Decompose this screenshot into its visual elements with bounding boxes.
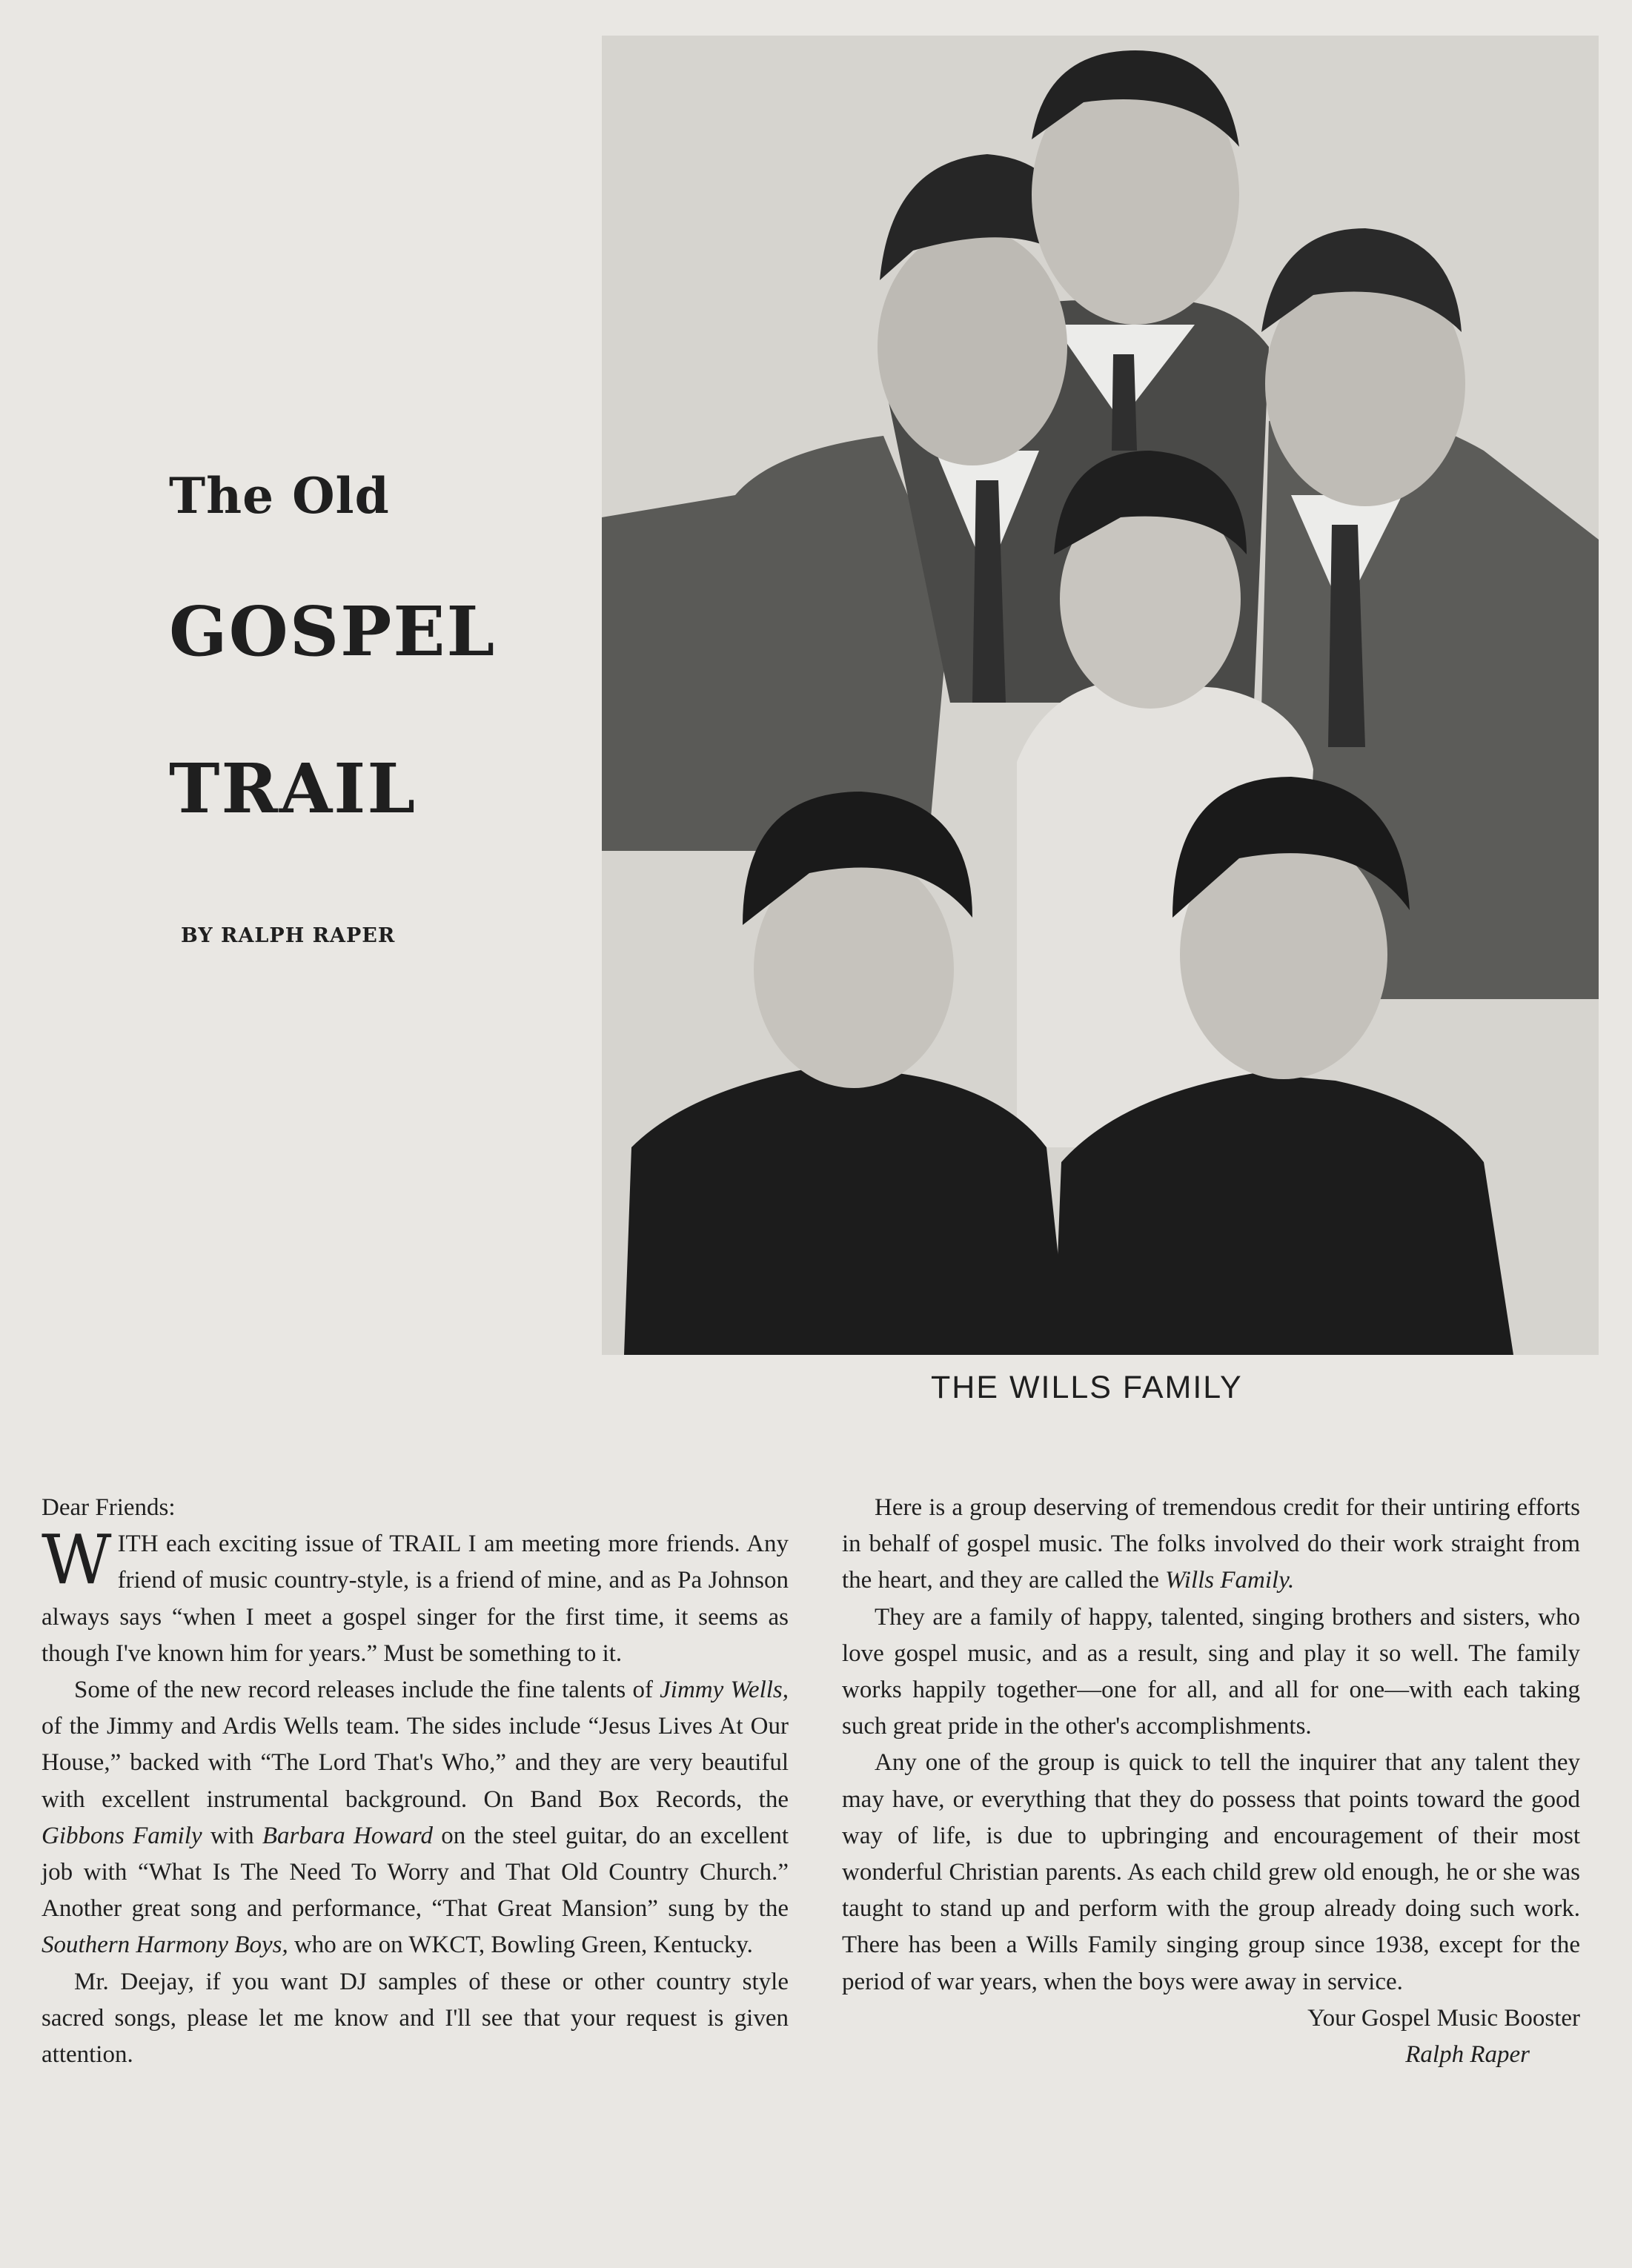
paragraph bbox=[42, 1672, 789, 1964]
paragraph-text: on the steel guitar, do an excellent job with “What Is The Need To Worry and That Old Country Church.” Another great song and performance, “That Great Mansion” sung by the bbox=[42, 1822, 789, 1923]
paragraph-text: of the Jimmy and Ardis Wells team. The sides include “Jesus Lives At Our House,” backed with “The Lord That's Who,” and they are very beautiful with excellent instrumental background. On Band Box Records, the bbox=[42, 1713, 789, 1813]
artist-name: Barbara Howard bbox=[262, 1822, 433, 1849]
group-name: Wills Family. bbox=[1165, 1567, 1295, 1594]
paragraph: Any one of the group is quick to tell the inquirer that any talent they may have, or everything that they do possess that points toward the good way of life, is due to upbringing and encouragement of their most wonderful Christian parents. As each child grew old enough, he or she was taught to stand up and perform with the group already doing such work. There has been a Wills Family singing group since 1938, except for the period of war years, when the boys were away in service. bbox=[842, 1749, 1580, 1995]
paragraph bbox=[42, 1520, 789, 1672]
signature: Ralph Raper bbox=[1405, 2041, 1530, 2069]
closing: Your Gospel Music Booster bbox=[1307, 2004, 1580, 2032]
photo-caption: THE WILLS FAMILY bbox=[931, 1370, 1243, 1405]
artist-name: Gibbons Family bbox=[42, 1822, 202, 1849]
paragraph: They are a family of happy, talented, singing brothers and sisters, who love gospel music, and as a result, sing and play it so well. The family works happily together—one for all, and all for one—with each taking such great pride in the other's accomplishments. bbox=[842, 1603, 1580, 1740]
headline-line-1: The Old bbox=[169, 467, 390, 525]
salutation: Dear Friends: bbox=[42, 1494, 176, 1521]
headline-line-3: TRAIL bbox=[169, 749, 417, 829]
paragraph-text: ITH each exciting issue of TRAIL I am meeting more friends. Any friend of music country-style, is a friend of mine, and as Pa Johnson always says “when I meet a gospel singer for the first time, it seems as though I've known him for years.” Must be something to it. bbox=[42, 1531, 789, 1667]
artist-name: Southern Harmony Boys, bbox=[42, 1932, 288, 1959]
artist-name: Jimmy Wells, bbox=[660, 1677, 789, 1704]
paragraph: Mr. Deejay, if you want DJ samples of these or other country style sacred songs, please let me know and I'll see that your request is given attention. bbox=[42, 1968, 789, 2069]
headline-line-2: GOSPEL bbox=[169, 591, 497, 672]
paragraph-text: Here is a group deserving of tremendous credit for their untiring efforts in behalf of gospel music. The folks involved do their work straight from the heart, and they are called the bbox=[842, 1494, 1580, 1594]
article-column-right bbox=[842, 1490, 1580, 2073]
article-column-left bbox=[42, 1490, 789, 2073]
group-photo bbox=[602, 36, 1599, 1355]
paragraph-text: with bbox=[202, 1822, 262, 1849]
paragraph-text: who are on WKCT, Bowling Green, Kentucky. bbox=[288, 1932, 753, 1959]
group-photo-illustration bbox=[602, 36, 1599, 1355]
byline: BY RALPH RAPER bbox=[181, 924, 396, 947]
paragraph-text: Some of the new record releases include the fine talents of bbox=[74, 1677, 660, 1704]
drop-cap: W bbox=[42, 1520, 112, 1600]
paragraph bbox=[842, 1490, 1580, 1599]
